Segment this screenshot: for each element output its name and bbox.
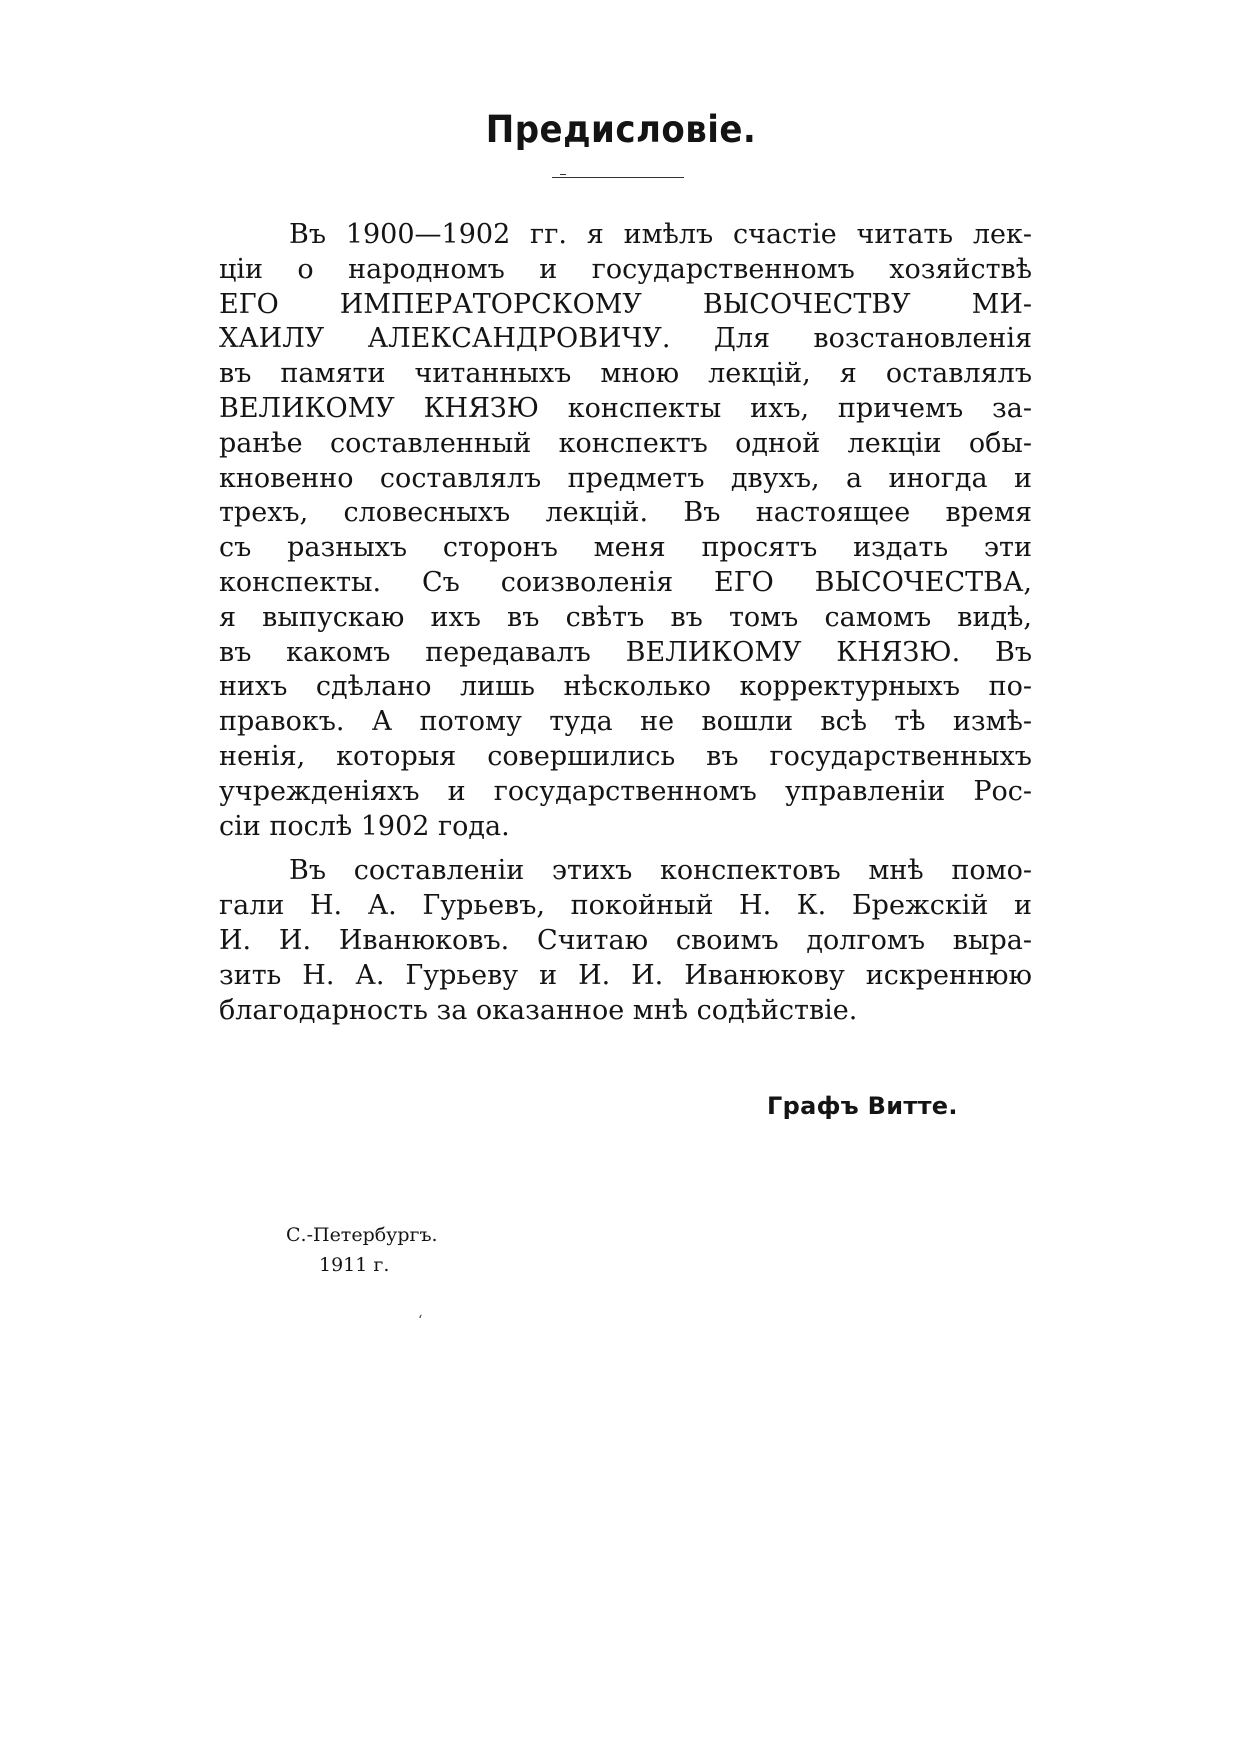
text-line: ненія, которыя совершились въ государственныхъ bbox=[219, 740, 1032, 772]
text-line: нихъ сдѣлано лишь нѣсколько корректурныхъ по- bbox=[219, 671, 1032, 703]
signature: Графъ Витте. bbox=[767, 1092, 958, 1120]
paragraph-2 bbox=[219, 854, 1032, 1028]
text-line: гали Н. А. Гурьевъ, покойный Н. К. Брежскій и bbox=[219, 890, 1032, 922]
page-title: Предисловіе. bbox=[485, 108, 757, 151]
text-line: учрежденіяхъ и государственномъ управленіи Рос- bbox=[219, 775, 1032, 807]
text-line: съ разныхъ сторонъ меня просятъ издать эти bbox=[219, 532, 1032, 564]
text-line: ціи о народномъ и государственномъ хозяйствѣ bbox=[219, 253, 1032, 285]
text-line: ХАИЛУ АЛЕКСАНДРОВИЧУ. Для возстановленія bbox=[219, 323, 1032, 355]
text-line: трехъ, словесныхъ лекцій. Въ настоящее время bbox=[219, 497, 1032, 529]
text-line: конспекты. Съ соизволенія ЕГО ВЫСОЧЕСТВА, bbox=[219, 566, 1032, 598]
text-line: благодарность за оказанное мнѣ содѣйствіе. bbox=[219, 994, 858, 1026]
print-speck: ‘ bbox=[418, 1313, 423, 1329]
place-name: С.-Петербургъ. bbox=[286, 1224, 438, 1246]
text-line: ВЕЛИКОМУ КНЯЗЮ конспекты ихъ, причемъ за- bbox=[219, 392, 1032, 424]
text-line: въ памяти читанныхъ мною лекцій, я оставлялъ bbox=[219, 358, 1032, 390]
text-line: правокъ. А потому туда не вошли всѣ тѣ измѣ- bbox=[219, 706, 1032, 738]
text-line: кновенно составлялъ предметъ двухъ, а иногда и bbox=[219, 462, 1032, 494]
paragraph-gap bbox=[219, 844, 1032, 854]
text-line: Въ 1900—1902 гг. я имѣлъ счастіе читать лек- bbox=[289, 219, 1032, 250]
publication-year: 1911 г. bbox=[319, 1254, 390, 1276]
text-line: ЕГО ИМПЕРАТОРСКОМУ ВЫСОЧЕСТВУ МИ- bbox=[219, 288, 1032, 320]
text-line: въ какомъ передавалъ ВЕЛИКОМУ КНЯЗЮ. Въ bbox=[219, 636, 1032, 668]
text-line: Въ составленіи этихъ конспектовъ мнѣ помо- bbox=[289, 855, 1032, 887]
text-line: ранѣе составленный конспектъ одной лекціи обы- bbox=[219, 427, 1032, 459]
title-divider bbox=[552, 177, 684, 178]
preface-body bbox=[219, 218, 1032, 1028]
paragraph-1 bbox=[219, 218, 1032, 844]
place-and-date bbox=[286, 1220, 438, 1280]
text-line: зить Н. А. Гурьеву и И. И. Иванюкову искреннюю bbox=[219, 959, 1032, 991]
text-line: сіи послѣ 1902 года. bbox=[219, 810, 510, 842]
text-line: я выпускаю ихъ въ свѣтъ въ томъ самомъ видѣ, bbox=[219, 601, 1032, 633]
text-line: И. И. Иванюковъ. Считаю своимъ долгомъ выра- bbox=[219, 924, 1032, 956]
